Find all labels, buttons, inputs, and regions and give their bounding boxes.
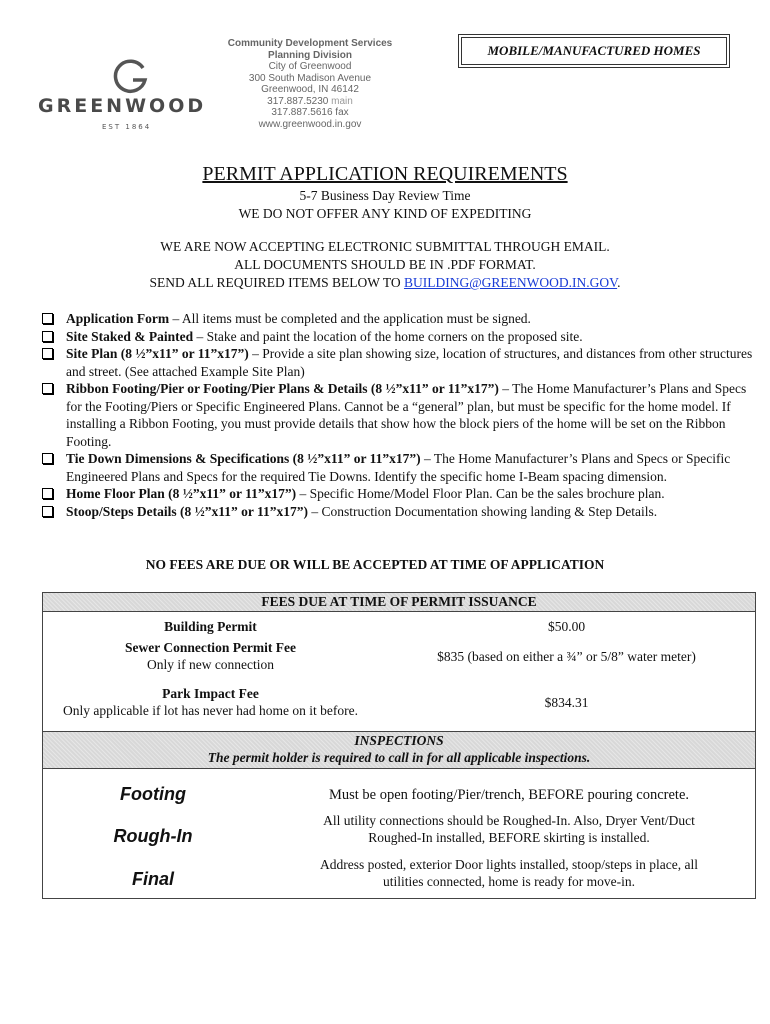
inspections-title: INSPECTIONS xyxy=(354,733,444,748)
checkbox-icon[interactable] xyxy=(42,331,53,342)
pdf-format-notice: ALL DOCUMENTS SHOULD BE IN .PDF FORMAT. xyxy=(234,257,536,272)
requirement-text: – The Home Manufacturer’s Plans and Specs for the Footing/Piers or Specific Engineered Plans. Cannot be a “general” plan, but must be specific for the home model. If installing a Ribbon Footing, you must provide details that show how the block piers of the home will be set on the Ribbon Footing. xyxy=(66,381,747,449)
sewer-fee-label-text: Sewer Connection Permit Fee xyxy=(124,640,297,655)
website: www.greenwood.in.gov xyxy=(258,118,362,130)
park-fee-amount: $834.31 xyxy=(544,695,589,710)
address-block xyxy=(225,38,395,130)
review-time: 5-7 Business Day Review Time xyxy=(299,188,471,203)
requirement-text: – Stake and paint the location of the home corners on the proposed site. xyxy=(193,328,583,344)
requirement-item xyxy=(42,328,754,346)
inspections-header xyxy=(43,732,755,769)
requirement-label: Tie Down Dimensions & Specifications (8 ½”x11” or 11”x17”) xyxy=(66,451,421,466)
logo-wordmark: GREENWOOD xyxy=(38,95,207,117)
city-state-zip: Greenwood, IN 46142 xyxy=(261,84,359,95)
sewer-fee-label xyxy=(43,639,378,673)
park-fee-note: Only applicable if lot has never had home on it before. xyxy=(62,703,359,718)
home-type-box xyxy=(458,34,730,68)
final-desc-line1: Address posted, exterior Door lights installed, stoop/steps in place, all xyxy=(320,857,698,872)
requirement-label: Ribbon Footing/Pier or Footing/Pier Plans & Details (8 ½”x11” or 11”x17”) xyxy=(66,381,499,396)
electronic-submittal-notice: WE ARE NOW ACCEPTING ELECTRONIC SUBMITTAL THROUGH EMAIL. xyxy=(160,239,610,254)
send-suffix: . xyxy=(617,275,621,290)
page-title xyxy=(0,163,770,186)
roughin-desc xyxy=(263,812,755,846)
building-permit-label xyxy=(43,618,378,635)
roughin-desc-line2: Roughed-In installed, BEFORE skirting is installed. xyxy=(368,830,650,845)
requirement-item xyxy=(42,450,754,485)
sewer-fee-amount: $835 (based on either a ¾” or 5/8” water meter) xyxy=(437,649,696,664)
footing-label: Footing xyxy=(120,784,186,804)
fees-inspections-table xyxy=(42,592,756,899)
street-address: 300 South Madison Avenue xyxy=(248,72,372,84)
checkbox-icon[interactable] xyxy=(42,488,53,499)
city-name: City of Greenwood xyxy=(268,61,352,72)
requirement-item xyxy=(42,310,754,328)
requirement-label: Home Floor Plan (8 ½”x11” or 11”x17”) xyxy=(66,486,297,501)
checkbox-icon[interactable] xyxy=(42,313,53,324)
requirement-text: – The Home Manufacturer’s Plans and Specs or Specific Engineered Plans and Specs for the required Tie Downs. Identify the specific home I-Beam spacing dimension. xyxy=(66,451,731,484)
roughin-label: Rough-In xyxy=(113,826,193,846)
requirement-text: – Specific Home/Model Floor Plan. Can be the sales brochure plan. xyxy=(296,486,665,501)
requirement-text: – All items must be completed and the application must be signed. xyxy=(169,311,531,326)
email-link[interactable]: BUILDING@GREENWOOD.IN.GOV xyxy=(403,275,618,290)
phone-label: main xyxy=(331,95,353,107)
greenwood-g-logo-icon xyxy=(112,58,152,98)
send-instructions xyxy=(0,275,770,291)
phone-line xyxy=(225,96,395,108)
requirement-label: Site Plan (8 ½”x11” or 11”x17”) xyxy=(66,346,249,361)
roughin-desc-line1: All utility connections should be Roughed-In. Also, Dryer Vent/Duct xyxy=(323,813,695,828)
home-type-label: MOBILE/MANUFACTURED HOMES xyxy=(461,37,727,65)
park-fee-label-text: Park Impact Fee xyxy=(162,686,259,701)
checkbox-icon[interactable] xyxy=(42,506,53,517)
requirement-label: Application Form xyxy=(66,311,170,326)
requirement-label: Site Staked & Painted xyxy=(66,328,194,344)
requirement-text: – Provide a site plan showing size, location of structures, and distances from other structures and street. (See attached Example Site Plan) xyxy=(66,346,753,379)
logo-est: EST 1864 xyxy=(102,123,152,131)
inspections-subtitle: The permit holder is required to call in for all applicable inspections. xyxy=(207,750,591,765)
footing-desc: Must be open footing/Pier/trench, BEFORE pouring concrete. xyxy=(328,787,689,803)
send-prefix: SEND ALL REQUIRED ITEMS BELOW TO xyxy=(149,275,404,290)
no-fees-notice: NO FEES ARE DUE OR WILL BE ACCEPTED AT TIME OF APPLICATION xyxy=(145,557,605,572)
building-permit-label-text: Building Permit xyxy=(164,619,257,634)
final-desc xyxy=(263,856,755,890)
park-fee-label xyxy=(43,685,378,719)
dept-name: Community Development Services xyxy=(227,38,393,49)
sewer-fee-note: Only if new connection xyxy=(146,657,275,672)
requirement-item xyxy=(42,345,754,380)
final-label: Final xyxy=(131,869,174,889)
page-title-text: PERMIT APPLICATION REQUIREMENTS xyxy=(202,163,568,185)
requirement-item xyxy=(42,485,754,503)
building-permit-amount: $50.00 xyxy=(547,619,586,634)
fax-line xyxy=(225,107,395,119)
fax-number: 317.887.5616 xyxy=(271,107,333,118)
fees-header: FEES DUE AT TIME OF PERMIT ISSUANCE xyxy=(43,593,755,612)
checkbox-icon[interactable] xyxy=(42,453,53,464)
no-expedite-notice: WE DO NOT OFFER ANY KIND OF EXPEDITING xyxy=(238,206,532,221)
checkbox-icon[interactable] xyxy=(42,348,53,359)
checkbox-icon[interactable] xyxy=(42,383,53,394)
division-name: Planning Division xyxy=(268,49,352,61)
final-desc-line2: utilities connected, home is ready for move-in. xyxy=(383,874,635,889)
phone-number: 317.887.5230 xyxy=(267,95,329,107)
requirement-item xyxy=(42,380,754,450)
fax-label: fax xyxy=(335,107,349,118)
requirement-label: Stoop/Steps Details (8 ½”x11” or 11”x17”) xyxy=(66,503,309,519)
requirements-list xyxy=(42,310,754,520)
requirement-item xyxy=(42,503,754,521)
requirement-text: – Construction Documentation showing landing & Step Details. xyxy=(308,503,658,519)
